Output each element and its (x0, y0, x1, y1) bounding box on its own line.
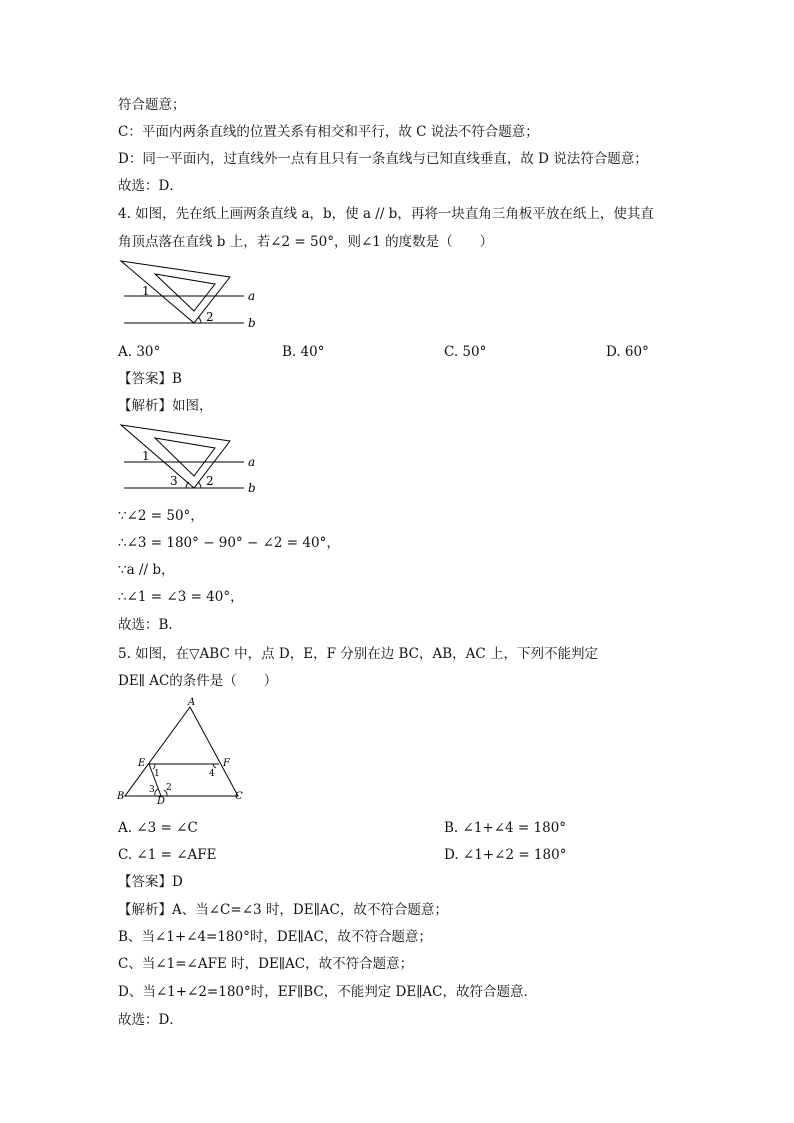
q5-analysis-3: C、当∠1=∠AFE 时，DE∥AC，故不符合题意； (118, 956, 414, 972)
q5-fig-label-b: B (117, 791, 125, 802)
q5-analysis-2: B、当∠1+∠4=180°时，DE∥AC，故不符合题意； (118, 929, 432, 945)
q5-figure (115, 696, 255, 806)
q5-fig-label-a: A (188, 697, 196, 708)
q4-step-1: ∵∠2 = 50°， (118, 508, 204, 524)
q4-analysis-label-b: b (248, 481, 256, 495)
q4-analysis-intro: 【解析】如图， (118, 398, 213, 414)
q5-fig-label-d: D (157, 796, 166, 807)
q4-conclusion: 故选：B. (118, 617, 173, 633)
q4-step-3: ∵a // b， (118, 562, 175, 578)
q4-option-a: A. 30° (118, 344, 161, 360)
q4-option-c: C. 50° (444, 344, 487, 360)
q4-stem-line-2: 角顶点落在直线 b 上，若∠2 = 50°，则∠1 的度数是（ ） (118, 234, 494, 250)
q4-figure (118, 258, 268, 333)
q5-fig-label-e: E (138, 758, 146, 769)
q4-fig-label-a: a (248, 289, 256, 303)
q5-stem-line-1: 5. 如图，在▽ABC 中，点 D，E，F 分别在边 BC，AB，AC 上，下列不能判定 (118, 646, 599, 662)
q4-option-d: D. 60° (606, 344, 649, 360)
q5-option-b: B. ∠1+∠4 = 180° (444, 820, 567, 836)
prev-line-3: D：同一平面内，过直线外一点有且只有一条直线与已知直线垂直，故 D 说法符合题意； (118, 151, 648, 167)
q4-step-2: ∴∠3 = 180° − 90° − ∠2 = 40°， (118, 535, 340, 551)
q4-step-4: ∴∠1 = ∠3 = 40°， (118, 589, 244, 605)
q5-fig-label-c: C (235, 791, 243, 802)
q4-analysis-figure (118, 422, 268, 497)
q5-option-a: A. ∠3 = ∠C (118, 820, 198, 836)
prev-line-1: 符合题意； (118, 97, 186, 113)
q5-fig-num-1: 1 (154, 769, 160, 779)
q4-analysis-label-3: 3 (170, 474, 178, 488)
q5-option-c: C. ∠1 = ∠AFE (118, 847, 217, 863)
q5-stem-line-2: DE∥ AC的条件是（ ） (118, 673, 278, 689)
q4-option-b: B. 40° (282, 344, 325, 360)
q5-fig-num-4: 4 (209, 769, 215, 779)
q4-fig-label-1: 1 (142, 284, 150, 298)
q5-answer: 【答案】D (118, 874, 183, 890)
q4-answer: 【答案】B (118, 371, 182, 387)
q5-fig-label-f: F (223, 758, 230, 769)
q4-analysis-label-a: a (248, 455, 256, 469)
q5-fig-num-3: 3 (149, 785, 155, 795)
q4-analysis-label-2: 2 (206, 474, 214, 488)
q5-option-d: D. ∠1+∠2 = 180° (444, 847, 567, 863)
q5-analysis-4: D、当∠1+∠2=180°时，EF∥BC，不能判定 DE∥AC，故符合题意． (118, 984, 538, 1000)
q5-fig-num-2: 2 (166, 783, 172, 793)
q5-conclusion: 故选：D． (118, 1012, 183, 1028)
q4-stem-line-1: 4. 如图，先在纸上画两条直线 a，b，使 a // b，再将一块直角三角板平放在纸上，使其直 (118, 206, 654, 222)
q4-fig-label-b: b (248, 316, 256, 330)
q4-analysis-label-1: 1 (142, 449, 150, 463)
q5-analysis-1: 【解析】A、当∠C=∠3 时，DE∥AC，故不符合题意； (118, 902, 448, 918)
q4-fig-label-2: 2 (206, 310, 214, 324)
prev-line-4: 故选：D． (118, 178, 183, 194)
prev-line-2: C：平面内两条直线的位置关系有相交和平行，故 C 说法不符合题意； (118, 124, 539, 140)
